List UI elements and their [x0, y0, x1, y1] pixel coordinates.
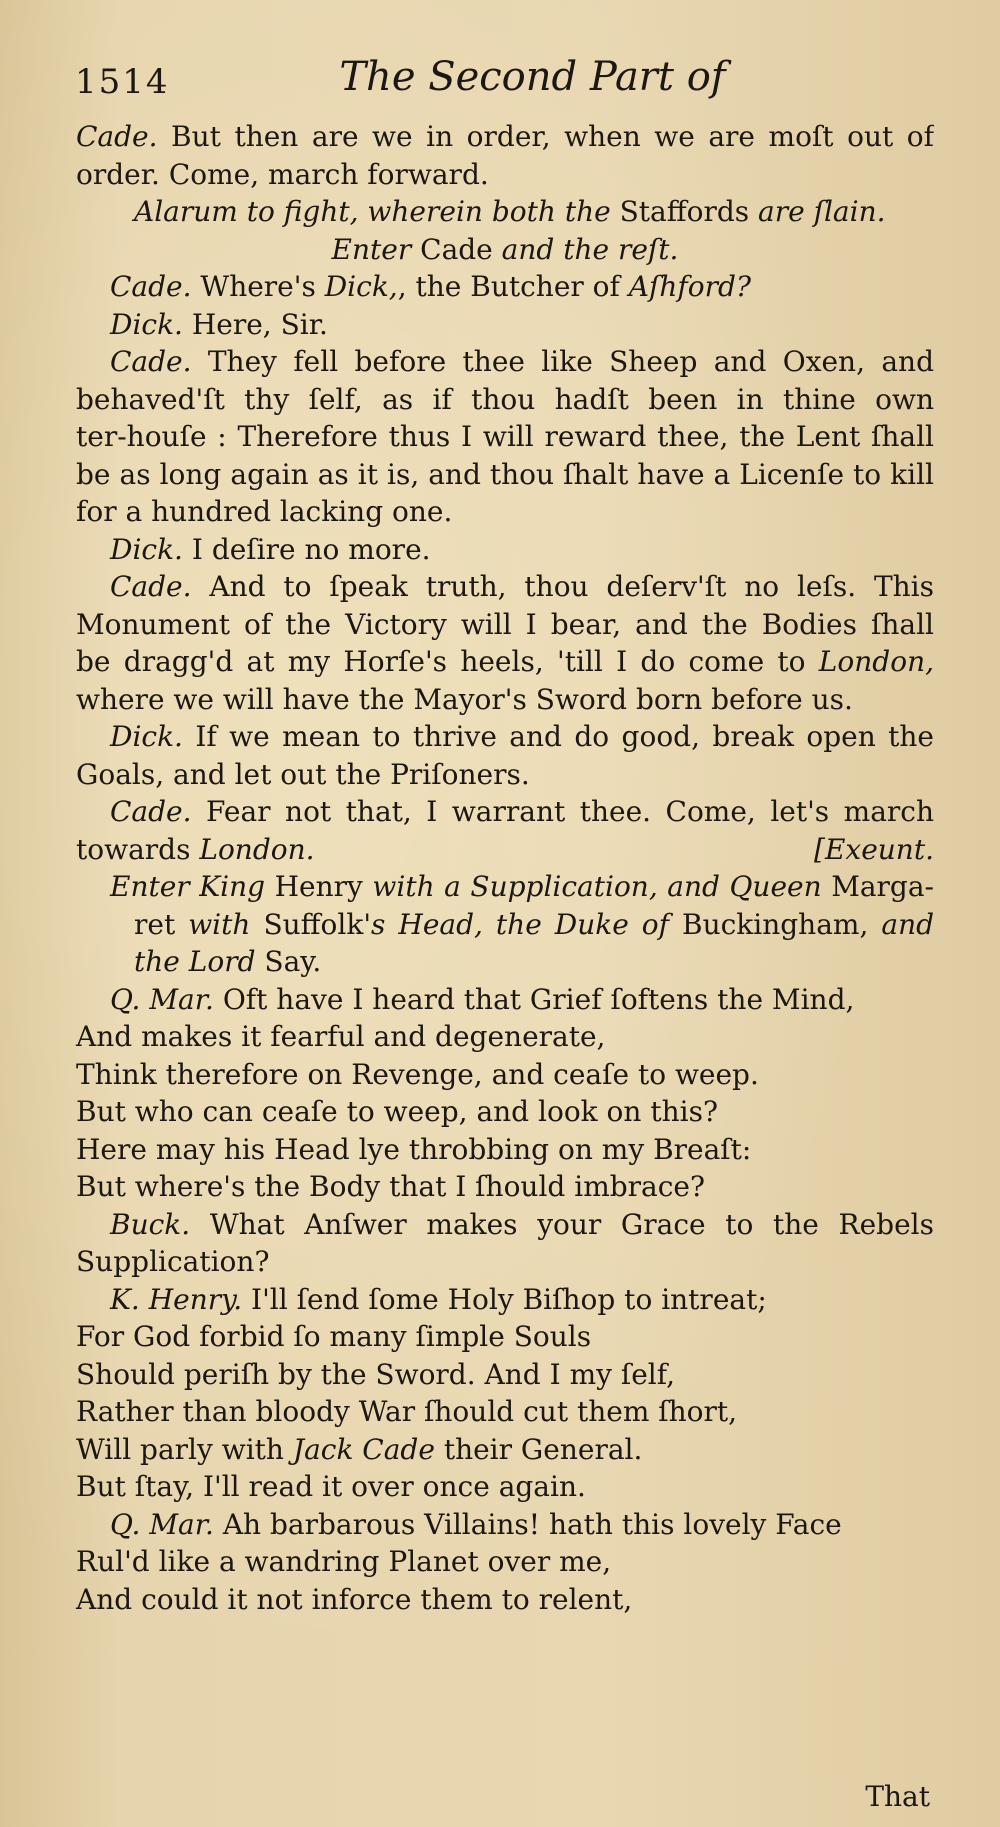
text-segment: Enter — [331, 232, 421, 266]
text-line — [76, 793, 934, 831]
text-segment: their General. — [434, 1432, 643, 1466]
text-segment: Staffords — [619, 195, 759, 228]
page-header — [75, 54, 930, 110]
page-number: 1514 — [75, 62, 170, 102]
play-text — [76, 118, 934, 1618]
running-title: The Second Part of — [339, 54, 726, 100]
text-segment: with — [188, 907, 264, 941]
text-segment: What Anſwer makes your Grace to the Rebels — [190, 1207, 934, 1241]
text-segment: Buckingham, — [682, 907, 882, 941]
text-line — [76, 568, 934, 606]
text-segment: Here, Sir. — [182, 307, 328, 341]
speaker-name: Cade. — [110, 270, 192, 303]
text-line — [76, 1356, 934, 1394]
text-segment: Aſhford? — [628, 270, 751, 303]
text-line — [76, 1206, 934, 1244]
text-segment: Where's — [191, 270, 325, 303]
text-line — [76, 981, 934, 1019]
text-segment: Cade — [420, 232, 502, 266]
text-segment: Oft have I heard that Grief ſoftens the Mind, — [213, 982, 855, 1016]
stage-direction-exit: [Exeunt. — [814, 832, 934, 866]
text-segment: Dick, — [324, 270, 398, 303]
text-line — [76, 1056, 934, 1094]
speaker-name: Q. Mar. — [110, 982, 214, 1016]
text-line — [76, 643, 934, 681]
text-segment: be as long again as it is, and thou ſhalt have a Licenſe to kill — [76, 457, 934, 491]
text-segment: Jack Cade — [292, 1432, 435, 1466]
text-line — [76, 1281, 934, 1319]
text-segment: behaved'ſt thy ſelf, as if thou hadſt been in thine own — [76, 382, 934, 416]
text-segment: London, — [818, 645, 934, 678]
text-line — [76, 831, 934, 869]
speaker-name: Cade. — [110, 345, 192, 378]
text-segment: Ah barbarous Villains! hath this lovely Face — [213, 1507, 842, 1541]
catchword: That — [865, 1780, 930, 1813]
text-segment: But then are we in order, when we are moſt out of — [157, 120, 934, 153]
text-segment: are ſlain. — [758, 195, 886, 228]
text-segment: London. — [199, 832, 315, 866]
text-line — [76, 456, 934, 494]
text-line — [76, 118, 934, 156]
text-line — [76, 756, 934, 794]
text-line — [76, 1018, 934, 1056]
text-line — [76, 681, 934, 719]
text-segment: , the Butcher of — [397, 270, 629, 303]
text-segment: Here may his Head lye throbbing on my Breaſt: — [76, 1132, 752, 1166]
text-line — [76, 868, 934, 906]
text-segment: They fell before thee like Sheep and Oxen, and — [207, 345, 934, 378]
text-segment: Supplication? — [76, 1245, 270, 1278]
text-line — [76, 193, 934, 231]
text-line — [76, 231, 934, 269]
text-segment: Henry — [274, 870, 373, 903]
text-line — [76, 1318, 934, 1356]
text-segment: Marga- — [831, 870, 934, 903]
text-segment: Goals, and let out the Priſoners. — [76, 757, 530, 791]
text-segment: Rather than bloody War ſhould cut them ſhort, — [76, 1395, 738, 1428]
text-line — [76, 418, 934, 456]
text-segment: And could it not inforce them to relent, — [76, 1582, 633, 1616]
text-segment: But ſtay, I'll read it over once again. — [76, 1470, 586, 1503]
speaker-name: Dick. — [110, 532, 183, 566]
text-segment: But who can ceaſe to weep, and look on this? — [76, 1095, 718, 1128]
text-line — [76, 1506, 934, 1544]
text-line — [76, 1168, 934, 1206]
speaker-name: Dick. — [110, 307, 183, 341]
text-line — [76, 268, 934, 306]
text-segment: with a Supplication, and Queen — [372, 870, 832, 903]
text-segment: Say. — [264, 945, 322, 978]
text-segment: be dragg'd at my Horſe's heels, 'till I do come to — [76, 645, 819, 678]
text-segment: ter-houſe : Therefore thus I will reward thee, the Lent ſhall — [76, 420, 934, 453]
text-segment: and the reſt. — [501, 232, 679, 266]
text-segment: and — [881, 907, 934, 941]
text-line — [76, 906, 934, 944]
text-line — [76, 606, 934, 644]
text-segment: towards — [76, 832, 200, 866]
speaker-name: Q. Mar. — [110, 1507, 214, 1541]
text-segment: But where's the Body that I ſhould imbrace? — [76, 1170, 706, 1203]
speaker-name: Buck. — [110, 1207, 191, 1241]
text-segment: ret — [134, 907, 189, 941]
text-line — [76, 493, 934, 531]
text-segment: If we mean to thrive and do good, break open the — [182, 720, 934, 753]
text-segment: Will parly with — [76, 1432, 293, 1466]
text-segment: for a hundred lacking one. — [76, 495, 453, 528]
text-segment: order. Come, march forward. — [76, 157, 489, 191]
text-line — [76, 531, 934, 569]
text-segment: 's Head, the Duke of — [363, 907, 683, 941]
text-line — [76, 156, 934, 194]
text-segment: where we will have the Mayor's Sword born before us. — [76, 682, 853, 716]
text-line — [76, 1131, 934, 1169]
text-segment: Alarum to fight, wherein both the — [134, 195, 620, 228]
text-segment: For God forbid ſo many ſimple Souls — [76, 1320, 592, 1353]
text-segment: I'll ſend ſome Holy Biſhop to intreat; — [242, 1282, 767, 1316]
text-line — [76, 718, 934, 756]
text-line — [76, 943, 934, 981]
text-line — [76, 381, 934, 419]
text-segment: And to ſpeak truth, thou deſerv'ſt no leſs. This — [191, 570, 934, 603]
text-segment: Monument of the Victory will I bear, and the Bodies ſhall — [76, 607, 934, 641]
text-segment: Rul'd like a wandring Planet over me, — [76, 1545, 612, 1578]
text-segment: Fear not that, I warrant thee. Come, let's march — [191, 795, 934, 828]
text-segment: Think therefore on Revenge, and ceaſe to weep. — [76, 1057, 759, 1091]
text-line — [76, 1431, 934, 1469]
text-segment: I deſire no more. — [182, 532, 431, 566]
speaker-name: Cade. — [110, 795, 192, 828]
text-line — [76, 1243, 934, 1281]
text-line — [76, 1468, 934, 1506]
speaker-name: K. Henry. — [110, 1282, 243, 1316]
text-line — [76, 1393, 934, 1431]
text-segment: Enter King — [110, 870, 275, 903]
text-segment: Suffolk — [263, 907, 364, 941]
text-segment: And makes it fearful and degenerate, — [76, 1020, 606, 1053]
text-line — [76, 1543, 934, 1581]
speaker-name: Cade. — [110, 570, 192, 603]
speaker-name: Cade. — [76, 120, 158, 153]
speaker-name: Dick. — [110, 720, 183, 753]
text-line — [76, 306, 934, 344]
text-line — [76, 343, 934, 381]
text-segment: the Lord — [134, 945, 265, 978]
text-line — [76, 1581, 934, 1619]
text-line — [76, 1093, 934, 1131]
text-segment: Should periſh by the Sword. And I my ſelf, — [76, 1357, 675, 1391]
